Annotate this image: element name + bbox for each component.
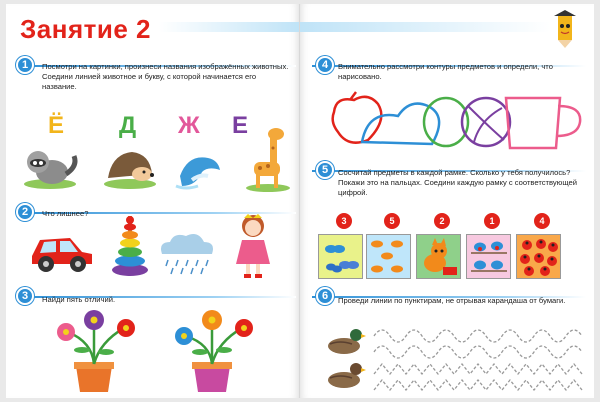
duck-icon-1 [322, 326, 366, 356]
pencil-mascot-icon [550, 8, 580, 48]
digit-badge-3: 2 [434, 213, 450, 229]
doll-icon [228, 212, 278, 282]
letter-zhe: Ж [178, 112, 200, 139]
header-band-right [300, 22, 550, 32]
left-page [6, 4, 300, 398]
count-frame-ladybugs [516, 234, 561, 279]
bird-icon [467, 235, 510, 278]
flower-pot-icon-2 [166, 306, 258, 394]
task-5-text: Сосчитай предметы в каждой рамке. Сколько у тебя получилось? Покажи это на пальцах. Соедини каждую рамку с соответствующей цифрой. [338, 168, 578, 197]
fish-icon [367, 235, 410, 278]
task-6-text: Проведи линии по пунктирам, не отрывая карандаша от бумаги. [338, 296, 566, 305]
task-2-number: 2 [16, 203, 34, 221]
kitten-icon [417, 235, 460, 278]
hedgehog-icon [102, 144, 158, 190]
task-4-number: 4 [316, 56, 334, 74]
raccoon-icon [20, 142, 80, 190]
count-frame-kittens [416, 234, 461, 279]
task-5-number: 5 [316, 161, 334, 179]
book-spread [6, 4, 594, 398]
duck-icon-2 [322, 360, 366, 390]
letter-de: Д [119, 112, 137, 139]
right-page [300, 4, 594, 398]
letter-yo: Ё [48, 112, 65, 139]
count-frame-butterflies [318, 234, 363, 279]
flower-pot-icon-1 [48, 306, 140, 394]
task-1-text: Посмотри на картинки, произнеси названия изображённых животных. Соедини линией животное и букву, с которой начинается его название. [42, 62, 289, 91]
task-4-text: Внимательно рассмотри контуры предметов и определи, что нарисовано. [338, 62, 553, 81]
task-3-text: Найди пять отличий. [42, 295, 116, 304]
butterfly-icon [319, 235, 362, 278]
lesson-title: Занятие 2 [20, 14, 151, 44]
rain-cloud-icon [154, 228, 218, 278]
header-band [159, 22, 299, 32]
count-frame-fish [366, 234, 411, 279]
overlapping-contours-icon [328, 90, 586, 154]
digit-badge-4: 1 [484, 213, 500, 229]
task-2-text: Что лишнее? [42, 209, 89, 218]
task-3-number: 3 [16, 287, 34, 305]
giraffe-icon [244, 124, 292, 192]
task-6-number: 6 [316, 287, 334, 305]
digit-badge-5: 4 [534, 213, 550, 229]
tracing-lines [372, 316, 586, 394]
letter-ye: Е [232, 112, 249, 139]
task-1-number: 1 [16, 56, 34, 74]
toy-car-icon [26, 226, 98, 274]
ladybug-icon [517, 235, 560, 278]
digit-badge-1: 3 [336, 213, 352, 229]
digit-badge-2: 5 [384, 213, 400, 229]
count-frame-birds [466, 234, 511, 279]
pyramid-toy-icon [110, 214, 150, 280]
dolphin-icon [174, 146, 224, 192]
